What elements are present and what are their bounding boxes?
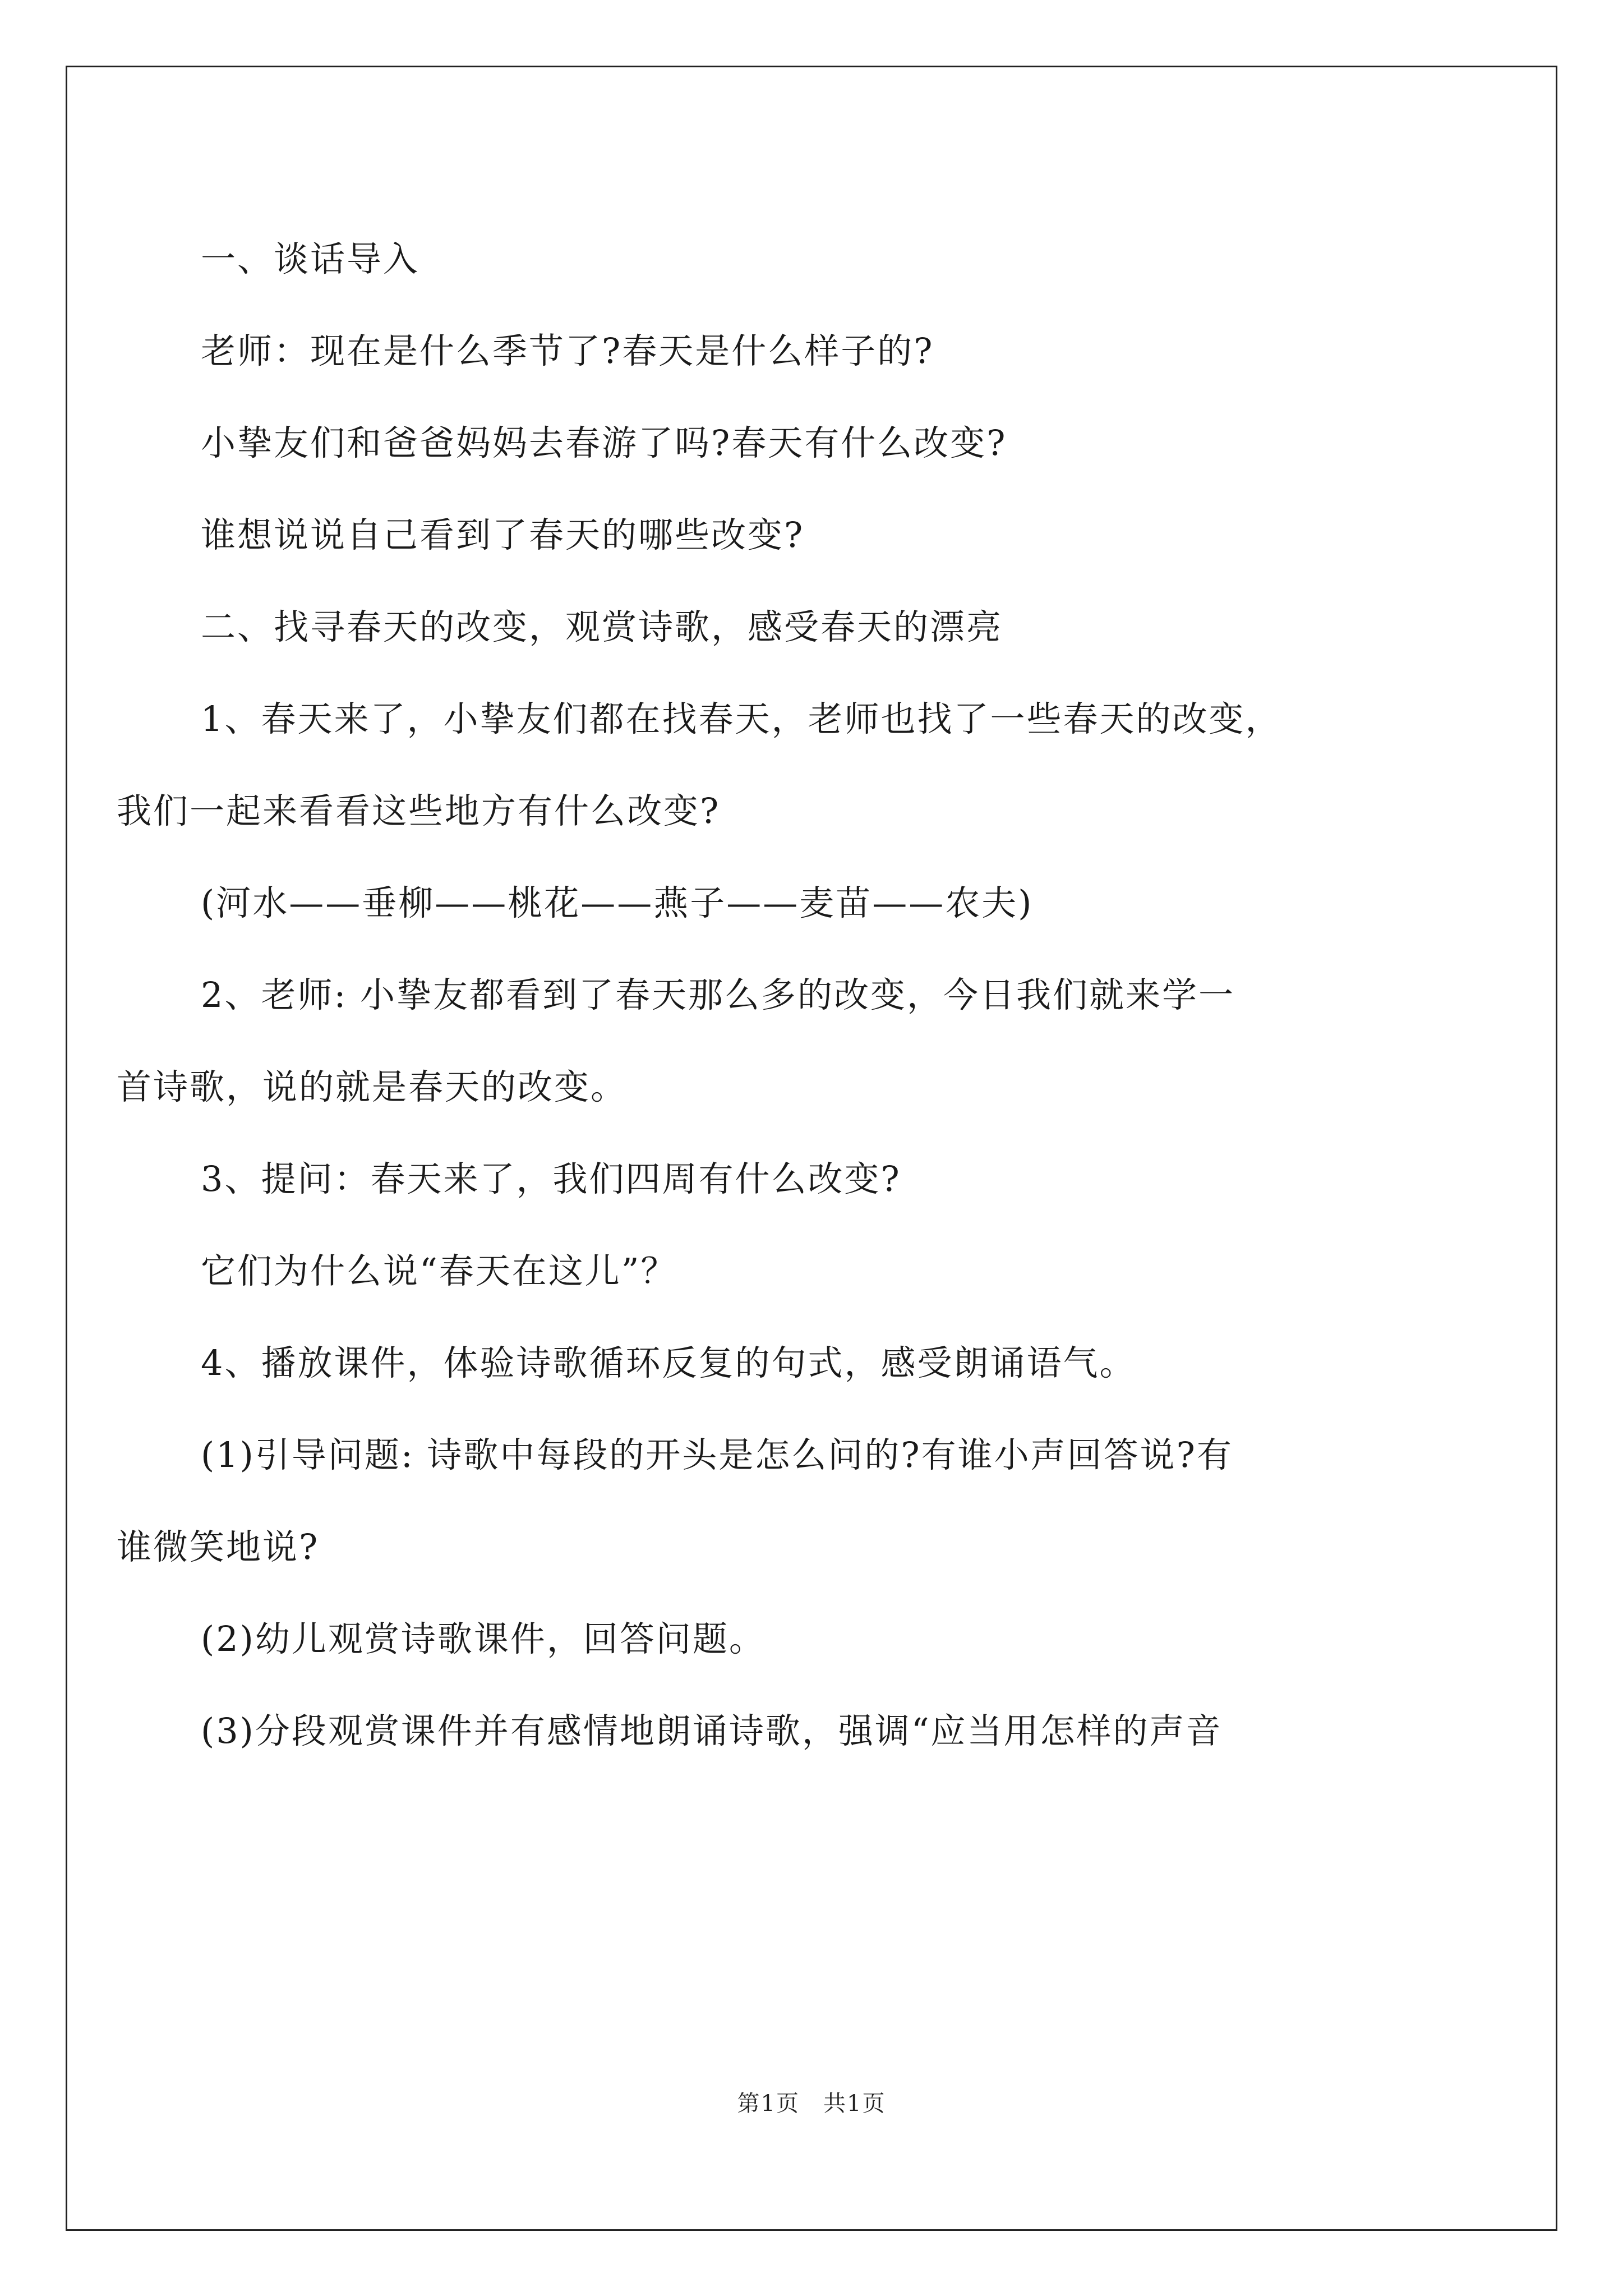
page-footer: 第1页 共1页 [737,2091,886,2116]
paragraph-line: 1、春天来了，小挚友们都在找春天，老师也找了一些春天的改变， [201,698,1282,739]
paragraph-line: (3)分段观赏课件并有感情地朗诵诗歌，强调“应当用怎样的声音 [201,1710,1223,1751]
paragraph-continuation: 我们一起来看看这些地方有什么改变? [117,790,721,831]
paragraph-line: 2、老师: 小挚友都看到了春天那么多的改变，今日我们就来学一 [201,974,1235,1015]
paragraph-line: 它们为什么说“春天在这儿”？ [201,1250,677,1291]
paragraph-line: (河水——垂柳——桃花——燕子——麦苗——农夫) [201,882,1034,923]
section-heading-1: 一、谈话导入 [201,238,420,279]
section-heading-2: 二、找寻春天的改变，观赏诗歌，感受春天的漂亮 [201,606,1003,647]
paragraph-line: (1)引导问题: 诗歌中每段的开头是怎么问的?有谁小声回答说?有 [201,1434,1233,1475]
paragraph-line: (2)幼儿观赏诗歌课件，回答问题。 [201,1618,766,1659]
paragraph-line: 3、提问：春天来了，我们四周有什么改变? [201,1158,901,1199]
document-body [117,213,1435,1777]
paragraph-continuation: 首诗歌，说的就是春天的改变。 [117,1066,628,1107]
paragraph-continuation: 谁微笑地说? [117,1526,320,1567]
paragraph-line: 小挚友们和爸爸妈妈去春游了吗?春天有什么改变? [201,422,1007,463]
paragraph-line: 老师：现在是什么季节了?春天是什么样子的? [201,330,934,371]
paragraph-line: 谁想说说自己看到了春天的哪些改变? [201,514,805,555]
paragraph-line: 4、播放课件，体验诗歌循环反复的句式，感受朗诵语气。 [201,1342,1136,1383]
